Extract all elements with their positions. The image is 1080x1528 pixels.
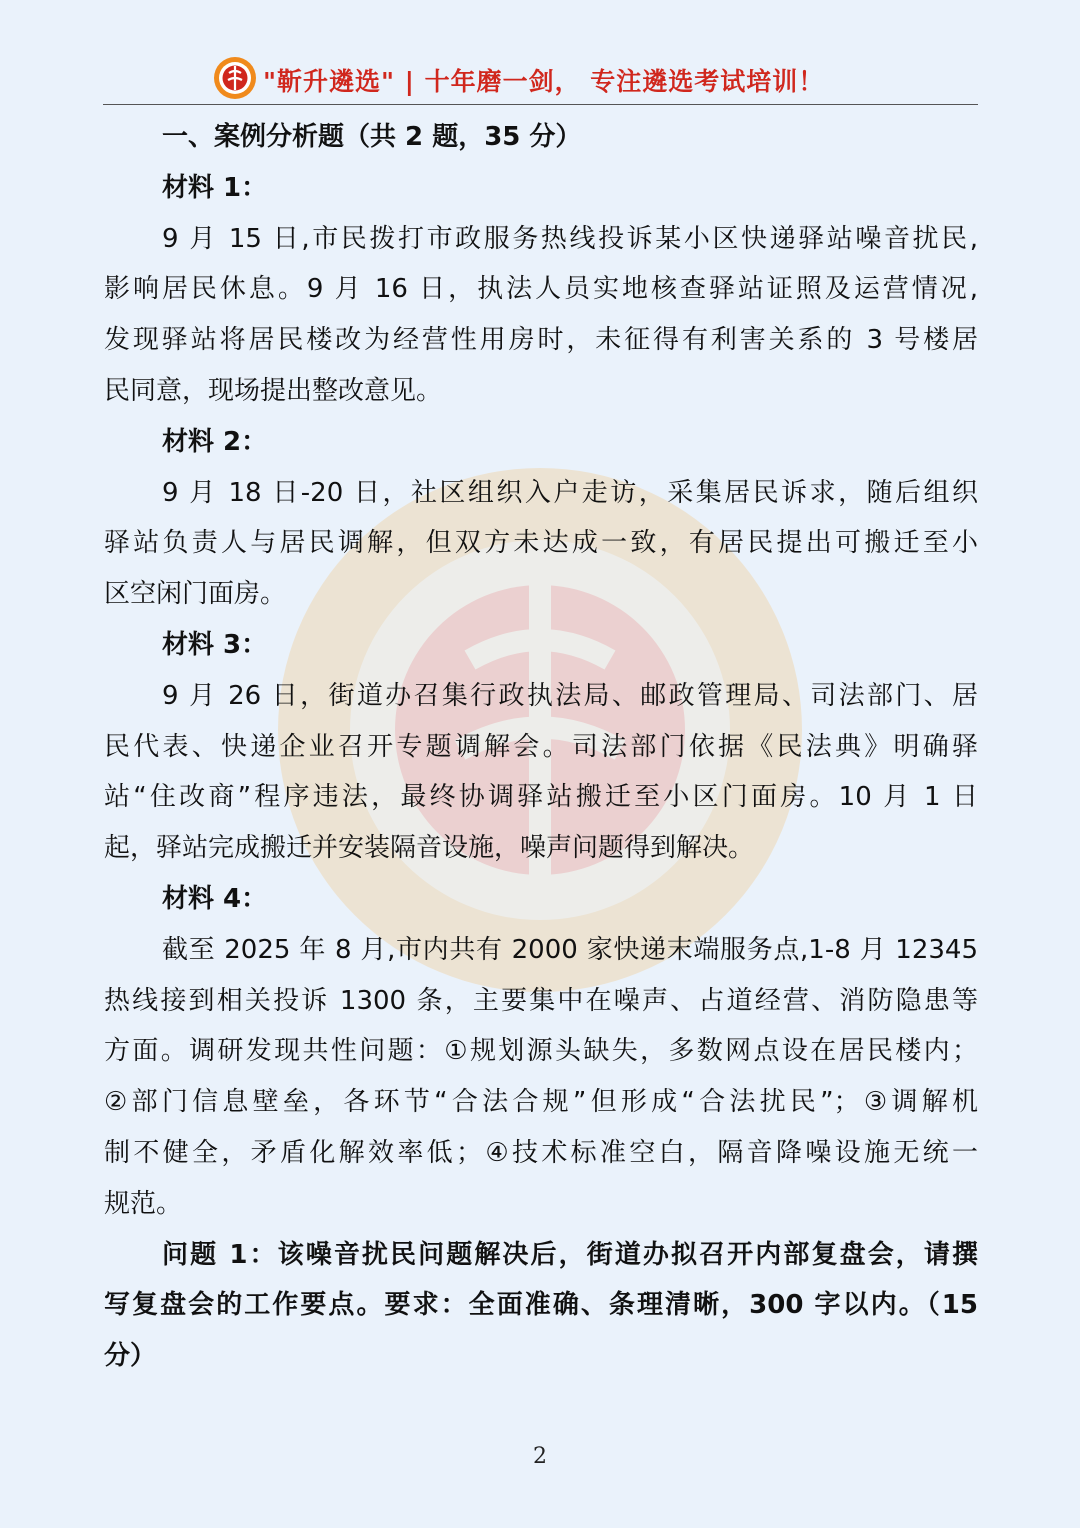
document-body — [104, 112, 978, 1382]
question-line: 写复盘会的工作要点。要求：全面准确、条理清晰，300 字以内。（15 — [104, 1290, 978, 1321]
material-3-line: 9 月 26 日，街道办召集行政执法局、邮政管理局、司法部门、居 — [162, 680, 978, 711]
material-4-line: 规范。 — [104, 1188, 183, 1219]
material-3-line: 站“住改商”程序违法，最终协调驿站搬迁至小区门面房。10 月 1 日 — [104, 782, 978, 813]
header-title: "靳升遴选" | 十年磨一剑， 专注遴选考试培训！ — [263, 67, 825, 96]
question-line: 问题 1：该噪音扰民问题解决后，街道办拟召开内部复盘会，请撰 — [162, 1239, 978, 1270]
material-3-label: 材料 3： — [162, 629, 268, 660]
material-3-line: 民代表、快递企业召开专题调解会。司法部门依据《民法典》明确驿 — [104, 731, 978, 762]
material-4-line: 方面。调研发现共性问题：①规划源头缺失，多数网点设在居民楼内； — [104, 1036, 978, 1067]
material-1-line: 民同意，现场提出整改意见。 — [104, 375, 443, 406]
material-4-line: 制不健全，矛盾化解效率低；④技术标准空白，隔音降噪设施无统一 — [104, 1137, 978, 1168]
question-line: 分） — [104, 1341, 157, 1372]
section-title: 一、案例分析题（共 2 题，35 分） — [162, 122, 582, 152]
material-2-line: 区空闲门面房。 — [104, 579, 287, 610]
material-1-label: 材料 1： — [162, 172, 268, 203]
material-1-line: 影响居民休息。9 月 16 日，执法人员实地核查驿站证照及运营情况, — [104, 274, 978, 305]
material-3-line: 起，驿站完成搬迁并安装隔音设施，噪声问题得到解决。 — [104, 833, 755, 864]
material-4-line: 热线接到相关投诉 1300 条，主要集中在噪声、占道经营、消防隐患等 — [104, 985, 978, 1016]
page-header — [103, 52, 978, 105]
material-4-line: 截至 2025 年 8 月,市内共有 2000 家快递末端服务点,1-8 月 12345 — [162, 934, 978, 965]
material-2-line: 驿站负责人与居民调解，但双方未达成一致，有居民提出可搬迁至小 — [104, 528, 978, 559]
material-1-line: 发现驿站将居民楼改为经营性用房时，未征得有利害关系的 3 号楼居 — [104, 325, 978, 356]
material-1-line: 9 月 15 日,市民拨打市政服务热线投诉某小区快递驿站噪音扰民, — [162, 223, 978, 254]
material-4-line: ②部门信息壁垒，各环节“合法合规”但形成“合法扰民”；③调解机 — [104, 1087, 978, 1118]
page-number: 2 — [533, 1444, 547, 1469]
material-4-label: 材料 4： — [162, 883, 268, 914]
material-2-label: 材料 2： — [162, 426, 268, 457]
material-2-line: 9 月 18 日-20 日，社区组织入户走访，采集居民诉求，随后组织 — [162, 477, 978, 508]
brand-logo-icon — [213, 56, 257, 100]
